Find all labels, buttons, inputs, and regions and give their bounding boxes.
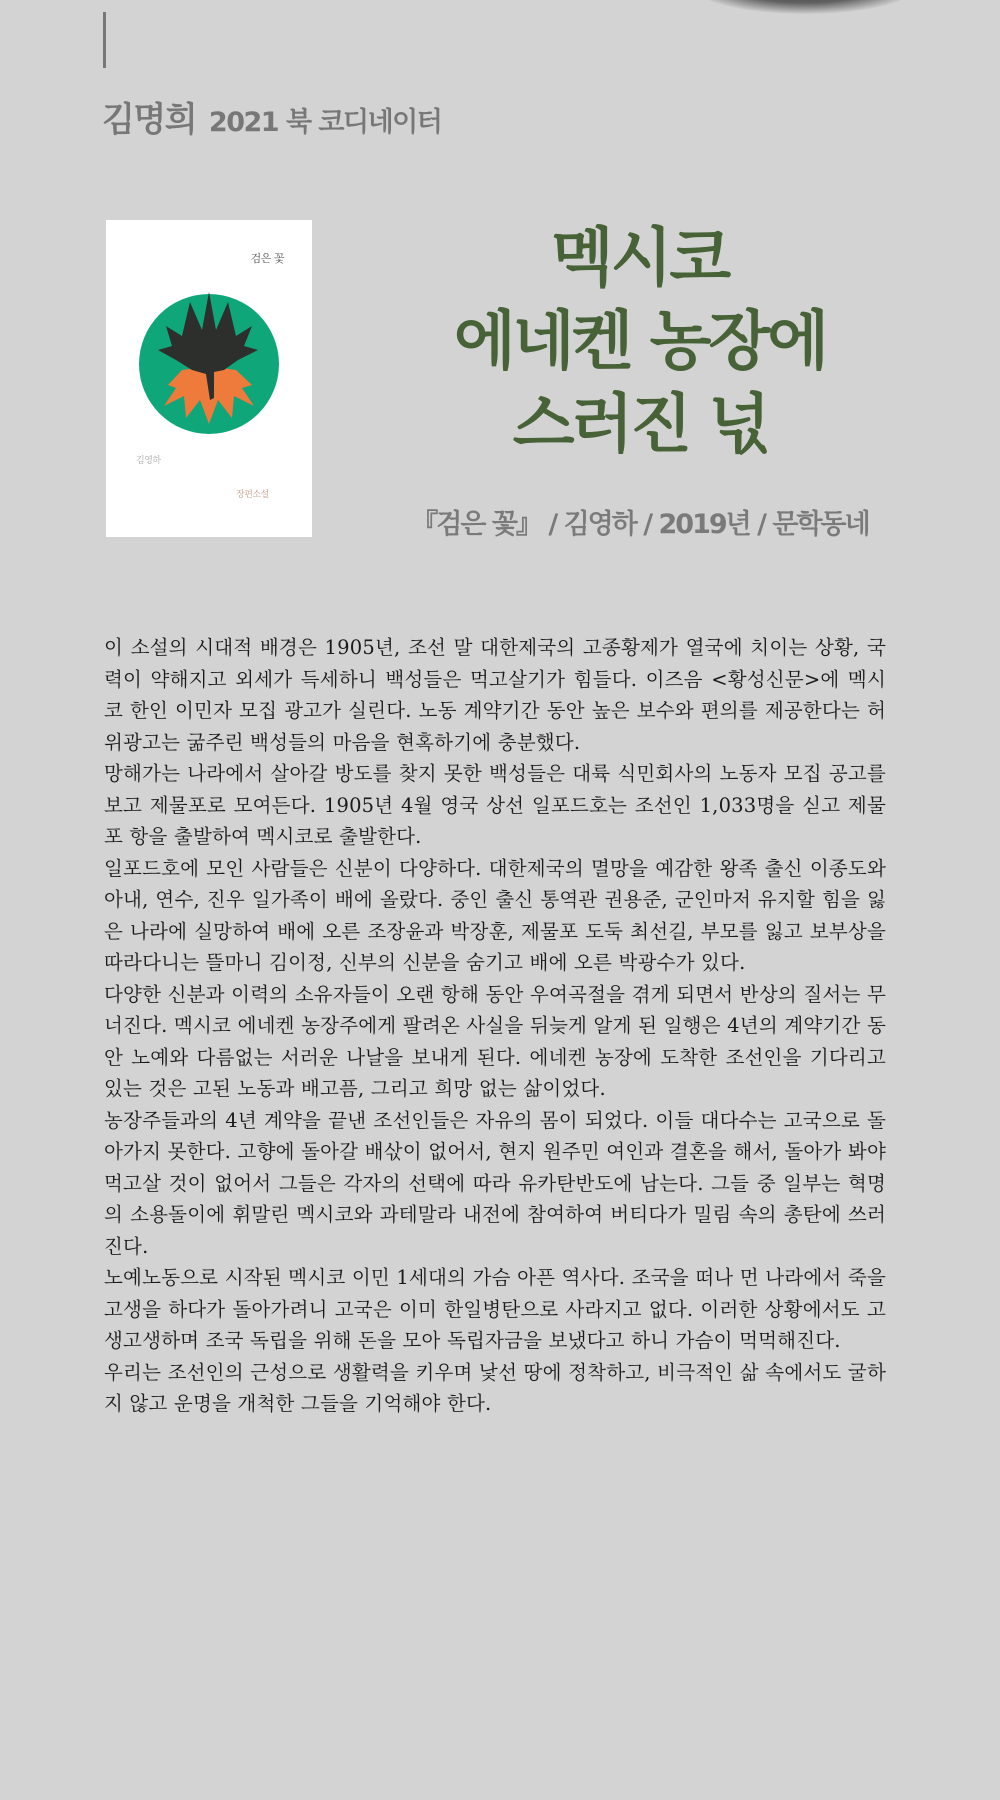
author-byline bbox=[102, 92, 441, 141]
body-paragraph: 우리는 조선인의 근성으로 생활력을 키우며 낯선 땅에 정착하고, 비극적인 삶 속에서도 굴하지 않고 운명을 개척한 그들을 기억해야 한다. bbox=[104, 1360, 886, 1415]
headline-line: 멕시코 bbox=[551, 222, 729, 296]
top-decorative-shadow bbox=[690, 0, 920, 14]
headline-line: 스러진 넋 bbox=[512, 388, 768, 462]
cover-author: 김영하 bbox=[136, 456, 161, 466]
book-cover-image bbox=[106, 220, 312, 537]
body-paragraph: 망해가는 나라에서 살아갈 방도를 찾지 못한 백성들은 대륙 식민회사의 노동자 모집 공고를 보고 제물포로 모여든다. 1905년 4월 영국 상선 일포드호는 조선인 1,033명을 싣고 제물포 항을 출발하여 멕시코로 출발한다. bbox=[104, 762, 886, 848]
article-body bbox=[104, 632, 886, 1420]
accent-bar bbox=[103, 12, 106, 68]
author-role: 2021 북 코디네이터 bbox=[208, 107, 442, 138]
headline-line: 에네켄 농장에 bbox=[453, 305, 827, 379]
body-paragraph: 일포드호에 모인 사람들은 신분이 다양하다. 대한제국의 멸망을 예감한 왕족 출신 이종도와 아내, 연수, 진우 일가족이 배에 올랐다. 중인 출신 통역관 권용준, 군인마저 유지할 힘을 잃은 나라에 실망하여 배에 오른 조장윤과 박장훈, 제물포 도둑 최선길, 부모를 잃고 보부상을 따라다니는 뜰마니 김이정, 신부의 신분을 숨기고 배에 오른 박광수가 있다. bbox=[104, 856, 886, 974]
book-info: 『검은 꽃』 / 김영하 / 2019년 / 문학동네 bbox=[411, 509, 869, 540]
body-paragraph: 다양한 신분과 이력의 소유자들이 오랜 항해 동안 우여곡절을 겪게 되면서 반상의 질서는 무너진다. 멕시코 에네켄 농장주에게 팔려온 사실을 뒤늦게 알게 된 일행은 4년의 계약기간 동안 노예와 다름없는 서러운 나날을 보내게 된다. 에네켄 농장에 도착한 조선인을 기다리고 있는 것은 고된 노동과 배고픔, 그리고 희망 없는 삶이었다. bbox=[104, 982, 886, 1100]
book-cover-illustration bbox=[106, 220, 312, 537]
headline bbox=[340, 218, 940, 467]
cover-title: 검은 꽃 bbox=[250, 252, 284, 265]
body-paragraph: 농장주들과의 4년 계약을 끝낸 조선인들은 자유의 몸이 되었다. 이들 대다수는 고국으로 돌아가지 못한다. 고향에 돌아갈 배삯이 없어서, 현지 원주민 여인과 결혼을 해서, 돌아가 봐야 먹고살 것이 없어서 그들은 각자의 선택에 따라 유카탄반도에 남는다. 그들 중 일부는 혁명의 소용돌이에 휘말린 멕시코와 과테말라 내전에 참여하여 버티다가 밀림 속의 총탄에 쓰러진다. bbox=[104, 1108, 886, 1258]
cover-genre: 장편소설 bbox=[236, 490, 269, 500]
author-name: 김명희 bbox=[102, 100, 197, 140]
body-paragraph: 이 소설의 시대적 배경은 1905년, 조선 말 대한제국의 고종황제가 열국에 치이는 상황, 국력이 약해지고 외세가 득세하니 백성들은 먹고살기가 힘들다. 이즈음 <황성신문>에 멕시코 한인 이민자 모집 광고가 실린다. 노동 계약기간 동안 높은 보수와 편의를 제공한다는 허위광고는 굶주린 백성들의 마음을 현혹하기에 충분했다. bbox=[104, 636, 886, 754]
body-paragraph: 노예노동으로 시작된 멕시코 이민 1세대의 가슴 아픈 역사다. 조국을 떠나 먼 나라에서 죽을 고생을 하다가 돌아가려니 고국은 이미 한일병탄으로 사라지고 없다. 이러한 상황에서도 고생고생하며 조국 독립을 위해 돈을 모아 독립자금을 보냈다고 하니 가슴이 먹먹해진다. bbox=[104, 1266, 886, 1352]
